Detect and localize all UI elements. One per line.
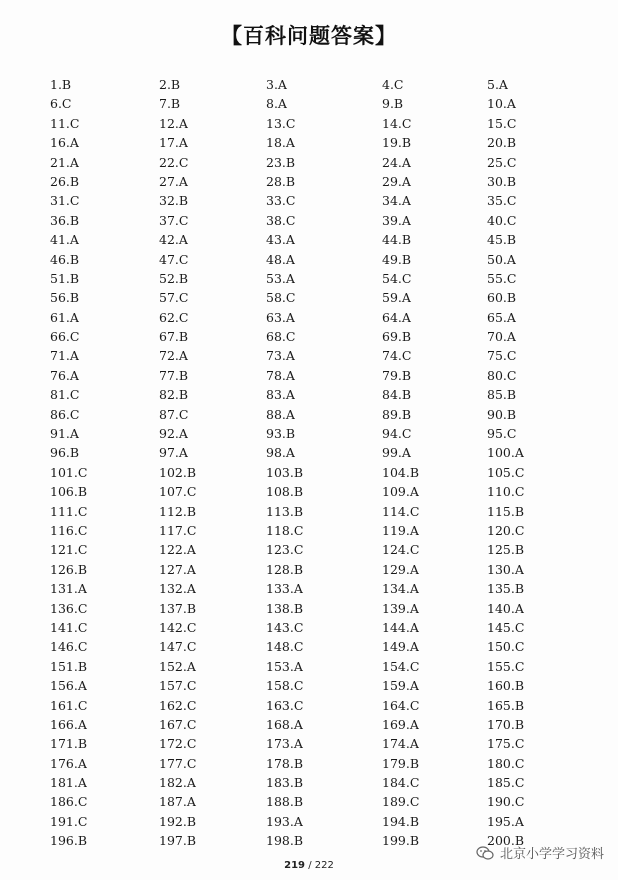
answer-item: 3.A: [266, 77, 287, 92]
answer-item: 137.B: [159, 600, 197, 616]
answer-item: 140.A: [487, 600, 524, 616]
answer-row: [50, 327, 590, 346]
answer-item: 174.A: [382, 736, 419, 752]
answer-item: 123.C: [266, 542, 304, 558]
answer-row: [50, 773, 590, 792]
answer-item: 5.A: [487, 77, 508, 92]
answer-row: [50, 230, 590, 249]
answer-item: 89.B: [382, 406, 412, 422]
answer-item: 42.A: [159, 232, 188, 248]
answer-item: 127.A: [159, 561, 196, 577]
answer-item: 9.B: [382, 96, 404, 112]
answer-item: 11.C: [50, 115, 80, 131]
answer-item: 188.B: [266, 794, 304, 810]
answer-item: 145.C: [487, 619, 525, 635]
answer-item: 26.B: [50, 173, 80, 189]
answer-row: [50, 366, 590, 385]
answer-item: 69.B: [382, 329, 412, 345]
answer-item: 119.A: [382, 522, 419, 538]
answer-item: 156.A: [50, 678, 87, 694]
answer-item: 21.A: [50, 154, 79, 170]
answer-item: 195.A: [487, 813, 524, 829]
answer-row: [50, 792, 590, 811]
answer-item: 19.B: [382, 135, 412, 151]
answer-item: 187.A: [159, 794, 196, 810]
answer-item: 52.B: [159, 270, 189, 286]
answer-row: [50, 618, 590, 637]
answer-item: 100.A: [487, 445, 524, 461]
answer-item: 44.B: [382, 232, 412, 248]
answer-item: 165.B: [487, 697, 525, 713]
answer-item: 96.B: [50, 445, 80, 461]
answer-row: [50, 482, 590, 501]
answer-item: 4.C: [382, 77, 404, 92]
answer-row: [50, 346, 590, 365]
answer-item: 161.C: [50, 697, 88, 713]
answer-item: 159.A: [382, 678, 419, 694]
answer-row: [50, 308, 590, 327]
answer-item: 152.A: [159, 658, 196, 674]
answer-item: 192.B: [159, 813, 197, 829]
answer-item: 115.B: [487, 503, 525, 519]
page-total: 222: [314, 860, 334, 871]
answer-row: [50, 502, 590, 521]
answer-item: 20.B: [487, 135, 517, 151]
answer-item: 8.A: [266, 96, 287, 112]
answer-item: 48.A: [266, 251, 295, 267]
answer-item: 78.A: [266, 367, 295, 383]
answer-item: 84.B: [382, 387, 412, 403]
answer-item: 160.B: [487, 678, 525, 694]
answer-item: 14.C: [382, 115, 412, 131]
answer-item: 104.B: [382, 464, 420, 480]
answer-item: 50.A: [487, 251, 516, 267]
answer-row: [50, 153, 590, 172]
answer-item: 197.B: [159, 833, 197, 849]
answer-item: 80.C: [487, 367, 517, 383]
answer-item: 97.A: [159, 445, 188, 461]
answer-item: 54.C: [382, 270, 412, 286]
answer-item: 178.B: [266, 755, 304, 771]
answer-item: 6.C: [50, 96, 72, 112]
answer-item: 81.C: [50, 387, 80, 403]
answer-item: 34.A: [382, 193, 411, 209]
answer-item: 168.A: [266, 716, 303, 732]
answer-item: 139.A: [382, 600, 419, 616]
answer-item: 65.A: [487, 309, 516, 325]
answer-item: 189.C: [382, 794, 420, 810]
answer-item: 163.C: [266, 697, 304, 713]
answer-item: 109.A: [382, 484, 419, 500]
answer-item: 199.B: [382, 833, 420, 849]
answer-item: 132.A: [159, 581, 196, 597]
answer-item: 33.C: [266, 193, 296, 209]
answer-item: 184.C: [382, 775, 420, 791]
answer-item: 136.C: [50, 600, 88, 616]
answer-item: 58.C: [266, 290, 296, 306]
answer-item: 121.C: [50, 542, 88, 558]
answer-item: 164.C: [382, 697, 420, 713]
answer-item: 133.A: [266, 581, 303, 597]
answer-item: 146.C: [50, 639, 88, 655]
answer-item: 86.C: [50, 406, 80, 422]
answer-item: 124.C: [382, 542, 420, 558]
answer-row: [50, 443, 590, 462]
wechat-icon: [476, 846, 494, 860]
answer-item: 24.A: [382, 154, 411, 170]
answer-item: 37.C: [159, 212, 189, 228]
answer-grid: [50, 75, 590, 851]
answer-item: 111.C: [50, 503, 88, 519]
answer-item: 59.A: [382, 290, 411, 306]
answer-item: 29.A: [382, 173, 411, 189]
answer-item: 172.C: [159, 736, 197, 752]
answer-row: [50, 133, 590, 152]
answer-item: 1.B: [50, 77, 72, 92]
answer-item: 191.C: [50, 813, 88, 829]
answer-row: [50, 715, 590, 734]
answer-item: 77.B: [159, 367, 189, 383]
answer-item: 39.A: [382, 212, 411, 228]
answer-item: 27.A: [159, 173, 188, 189]
page-separator: /: [308, 860, 312, 871]
answer-item: 2.B: [159, 77, 181, 92]
answer-item: 36.B: [50, 212, 80, 228]
answer-item: 116.C: [50, 522, 88, 538]
answer-row: [50, 560, 590, 579]
answer-item: 68.C: [266, 329, 296, 345]
answer-item: 177.C: [159, 755, 197, 771]
answer-item: 107.C: [159, 484, 197, 500]
answer-item: 23.B: [266, 154, 296, 170]
answer-item: 99.A: [382, 445, 411, 461]
answer-item: 17.A: [159, 135, 188, 151]
answer-item: 90.B: [487, 406, 517, 422]
answer-item: 28.B: [266, 173, 296, 189]
answer-item: 122.A: [159, 542, 196, 558]
answer-item: 166.A: [50, 716, 87, 732]
answer-item: 173.A: [266, 736, 303, 752]
answer-row: [50, 288, 590, 307]
answer-item: 194.B: [382, 813, 420, 829]
answer-item: 95.C: [487, 426, 517, 442]
answer-item: 106.B: [50, 484, 88, 500]
answer-item: 180.C: [487, 755, 525, 771]
answer-item: 67.B: [159, 329, 189, 345]
answer-item: 22.C: [159, 154, 189, 170]
answer-item: 181.A: [50, 775, 87, 791]
answer-row: [50, 676, 590, 695]
answer-item: 129.A: [382, 561, 419, 577]
answer-item: 91.A: [50, 426, 79, 442]
answer-row: [50, 599, 590, 618]
answer-item: 162.C: [159, 697, 197, 713]
answer-item: 45.B: [487, 232, 517, 248]
answer-item: 138.B: [266, 600, 304, 616]
answer-item: 186.C: [50, 794, 88, 810]
answer-item: 170.B: [487, 716, 525, 732]
answer-item: 113.B: [266, 503, 304, 519]
answer-item: 10.A: [487, 96, 516, 112]
answer-row: [50, 696, 590, 715]
answer-row: [50, 172, 590, 191]
answer-item: 60.B: [487, 290, 517, 306]
answer-item: 40.C: [487, 212, 517, 228]
answer-item: 131.A: [50, 581, 87, 597]
answer-row: [50, 75, 590, 94]
answer-item: 64.A: [382, 309, 411, 325]
answer-item: 147.C: [159, 639, 197, 655]
answer-row: [50, 657, 590, 676]
page-title: 【百科问题答案】: [221, 24, 397, 48]
answer-item: 110.C: [487, 484, 525, 500]
answer-item: 74.C: [382, 348, 412, 364]
answer-item: 112.B: [159, 503, 197, 519]
answer-item: 190.C: [487, 794, 525, 810]
answer-item: 128.B: [266, 561, 304, 577]
answer-item: 56.B: [50, 290, 80, 306]
answer-item: 72.A: [159, 348, 188, 364]
answer-item: 93.B: [266, 426, 296, 442]
answer-item: 117.C: [159, 522, 197, 538]
answer-row: [50, 385, 590, 404]
answer-row: [50, 269, 590, 288]
answer-row: [50, 812, 590, 831]
answer-item: 98.A: [266, 445, 295, 461]
answer-item: 83.A: [266, 387, 295, 403]
answer-item: 87.C: [159, 406, 189, 422]
answer-item: 196.B: [50, 833, 88, 849]
answer-row: [50, 405, 590, 424]
answer-row: [50, 94, 590, 113]
answer-item: 43.A: [266, 232, 295, 248]
answer-item: 167.C: [159, 716, 197, 732]
answer-item: 151.B: [50, 658, 88, 674]
answer-item: 103.B: [266, 464, 304, 480]
answer-item: 18.A: [266, 135, 295, 151]
answer-item: 35.C: [487, 193, 517, 209]
answer-item: 82.B: [159, 387, 189, 403]
answer-item: 92.A: [159, 426, 188, 442]
answer-item: 182.A: [159, 775, 196, 791]
answer-item: 55.C: [487, 270, 517, 286]
answer-row: [50, 250, 590, 269]
answer-item: 157.C: [159, 678, 197, 694]
answer-row: [50, 540, 590, 559]
answer-item: 118.C: [266, 522, 304, 538]
answer-item: 57.C: [159, 290, 189, 306]
answer-item: 200.B: [487, 833, 525, 849]
answer-item: 198.B: [266, 833, 304, 849]
answer-row: [50, 579, 590, 598]
answer-item: 85.B: [487, 387, 517, 403]
answer-item: 120.C: [487, 522, 525, 538]
watermark-text: 北京小学学习资料: [499, 847, 604, 862]
answer-item: 108.B: [266, 484, 304, 500]
answer-item: 75.C: [487, 348, 517, 364]
answer-item: 46.B: [50, 251, 80, 267]
answer-item: 171.B: [50, 736, 88, 752]
answer-item: 73.A: [266, 348, 295, 364]
answer-item: 126.B: [50, 561, 88, 577]
answer-item: 30.B: [487, 173, 517, 189]
answer-item: 105.C: [487, 464, 525, 480]
answer-item: 158.C: [266, 678, 304, 694]
answer-item: 16.A: [50, 135, 79, 151]
answer-item: 25.C: [487, 154, 517, 170]
answer-item: 193.A: [266, 813, 303, 829]
answer-item: 149.A: [382, 639, 419, 655]
answer-item: 62.C: [159, 309, 189, 325]
answer-item: 51.B: [50, 270, 80, 286]
answer-row: [50, 114, 590, 133]
answer-row: [50, 424, 590, 443]
answer-item: 41.A: [50, 232, 79, 248]
answer-item: 135.B: [487, 581, 525, 597]
answer-item: 169.A: [382, 716, 419, 732]
answer-item: 70.A: [487, 329, 516, 345]
answer-row: [50, 463, 590, 482]
answer-item: 114.C: [382, 503, 420, 519]
answer-item: 179.B: [382, 755, 420, 771]
answer-row: [50, 521, 590, 540]
answer-item: 7.B: [159, 96, 181, 112]
answer-item: 148.C: [266, 639, 304, 655]
answer-item: 31.C: [50, 193, 80, 209]
answer-item: 38.C: [266, 212, 296, 228]
answer-item: 183.B: [266, 775, 304, 791]
answer-item: 141.C: [50, 619, 88, 635]
answer-item: 66.C: [50, 329, 80, 345]
answer-item: 155.C: [487, 658, 525, 674]
answer-item: 175.C: [487, 736, 525, 752]
answer-item: 79.B: [382, 367, 412, 383]
watermark: [476, 843, 604, 862]
answer-item: 15.C: [487, 115, 517, 131]
answer-item: 63.A: [266, 309, 295, 325]
answer-item: 154.C: [382, 658, 420, 674]
answer-row: [50, 191, 590, 210]
answer-row: [50, 734, 590, 753]
answer-item: 185.C: [487, 775, 525, 791]
answer-item: 143.C: [266, 619, 304, 635]
answer-item: 32.B: [159, 193, 189, 209]
answer-item: 142.C: [159, 619, 197, 635]
answer-item: 150.C: [487, 639, 525, 655]
answer-item: 94.C: [382, 426, 412, 442]
answer-item: 47.C: [159, 251, 189, 267]
answer-item: 144.A: [382, 619, 419, 635]
answer-item: 153.A: [266, 658, 303, 674]
answer-item: 61.A: [50, 309, 79, 325]
answer-item: 71.A: [50, 348, 79, 364]
answer-item: 12.A: [159, 115, 188, 131]
answer-item: 88.A: [266, 406, 295, 422]
answer-item: 53.A: [266, 270, 295, 286]
answer-item: 13.C: [266, 115, 296, 131]
answer-item: 102.B: [159, 464, 197, 480]
answer-item: 130.A: [487, 561, 524, 577]
page-number: 219: [284, 860, 306, 871]
answer-item: 134.A: [382, 581, 419, 597]
answer-row: [50, 211, 590, 230]
answer-row: [50, 754, 590, 773]
answer-item: 76.A: [50, 367, 79, 383]
answer-item: 176.A: [50, 755, 87, 771]
answer-item: 101.C: [50, 464, 88, 480]
answer-item: 49.B: [382, 251, 412, 267]
answer-item: 125.B: [487, 542, 525, 558]
answer-row: [50, 637, 590, 656]
